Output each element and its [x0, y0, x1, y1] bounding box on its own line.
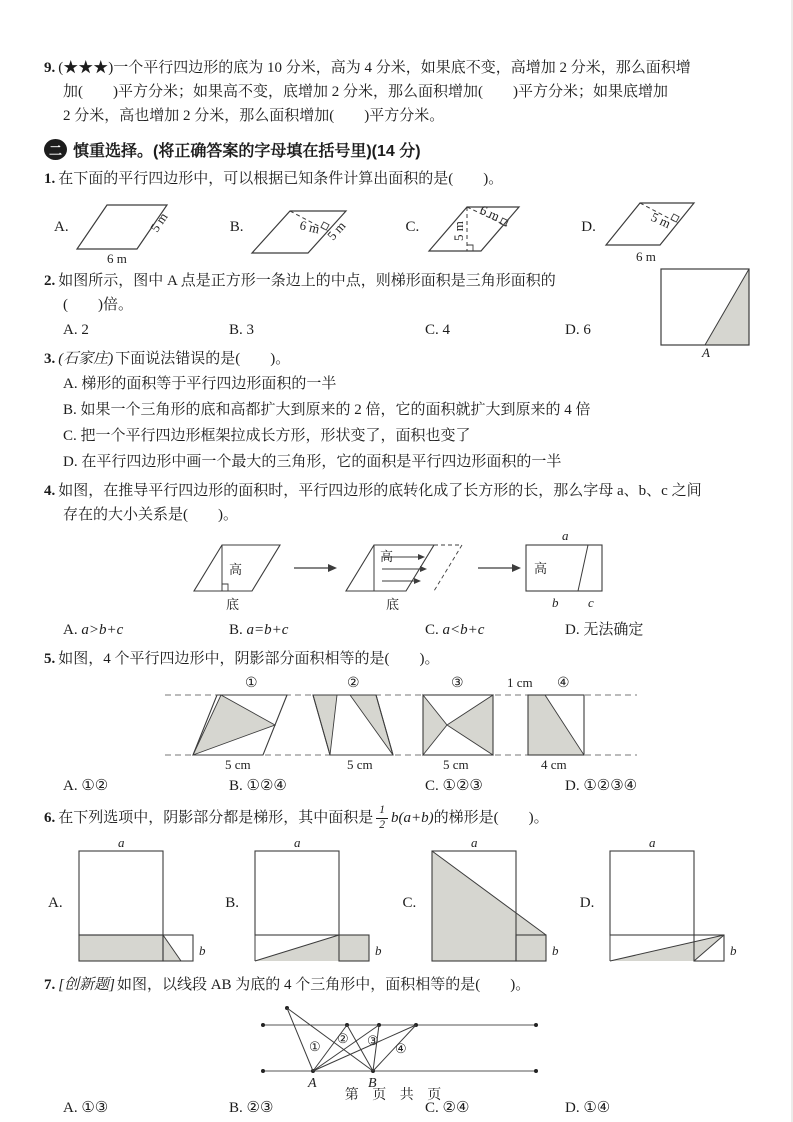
q3-option-d[interactable]: D. 在平行四边形中画一个最大的三角形，它的面积是平行四边形面积的一半: [63, 454, 562, 470]
q7-circle2-label: ②: [336, 1031, 349, 1046]
q4-text-line2: 存在的大小关系是( )。: [63, 507, 238, 523]
section-2-title: 慎重选择。(将正确答案的字母填在括号里)(14 分): [73, 143, 421, 160]
q6-option-b[interactable]: [225, 837, 402, 969]
q5-number: 5.: [44, 651, 56, 667]
q1-option-a[interactable]: [54, 195, 230, 265]
q5-circle2-label: ②: [346, 676, 360, 691]
q3-number: 3.: [44, 351, 56, 367]
q6b-a-label: a: [294, 835, 301, 850]
q2-option-c[interactable]: C. 4: [425, 322, 451, 338]
q7-point-b-label: B: [367, 1076, 377, 1091]
q4-c-label: c: [587, 595, 594, 610]
q7-circle4-label: ④: [394, 1041, 407, 1056]
q4-gao1-label: 高: [228, 562, 242, 577]
arrow-head: [414, 578, 421, 584]
q7-tag: [创新题]: [58, 977, 115, 993]
q6-figure-a: [65, 837, 217, 969]
shaded-triangle: [350, 695, 393, 755]
line-endpoint-dot: [534, 1023, 538, 1027]
q1-figure-b: [246, 195, 374, 265]
q4-a-label: a: [561, 528, 568, 543]
q6c-a-label: a: [471, 835, 478, 850]
q1-option-d[interactable]: [581, 195, 757, 265]
q6-text-post: 的梯形是( )。: [433, 810, 549, 826]
line-endpoint-dot: [534, 1069, 538, 1073]
triangle-side: [373, 1025, 379, 1071]
question-6: [44, 803, 757, 969]
q5-circle1-label: ①: [244, 676, 258, 691]
q5-base2-label: 5 cm: [346, 757, 373, 772]
arrow-head: [420, 566, 427, 572]
q2-text-line1: 如图所示，图中 A 点是正方形一条边上的中点，则梯形面积是三角形面积的: [58, 273, 556, 289]
q6c-b-label: b: [552, 943, 559, 958]
q7-number: 7.: [44, 977, 56, 993]
q4-text-line1: 如图，在推导平行四边形的面积时，平行四边形的底转化成了长方形的长，那么字母 a、b、c 之间: [58, 483, 702, 499]
q4-option-c[interactable]: C. a<b+c: [425, 622, 485, 638]
section-2-badge: 二: [44, 139, 67, 160]
q1-text: 在下面的平行四边形中，可以根据已知条件计算出面积的是( )。: [58, 171, 504, 187]
q5-circle3-label: ③: [450, 676, 464, 691]
q7-option-a[interactable]: A. ①③: [63, 1100, 109, 1116]
shaded-trapezoid: [432, 851, 546, 961]
q5-option-d[interactable]: D. ①②③④: [565, 778, 638, 794]
q5-base4-label: 4 cm: [540, 757, 567, 772]
shaded-triangle: [423, 695, 447, 755]
q1-option-c-label: C.: [405, 219, 420, 235]
q6a-b-label: b: [198, 943, 206, 958]
q1-number: 1.: [44, 171, 56, 187]
q4-number: 4.: [44, 483, 56, 499]
q6a-a-label: a: [117, 835, 125, 850]
question-3: [44, 347, 757, 475]
q2-text-line2: ( )倍。: [63, 297, 133, 313]
q5-figure: [151, 675, 651, 771]
question-1: [44, 167, 757, 265]
q3-region-tag: (石家庄): [58, 351, 114, 367]
q7-option-d[interactable]: D. ①④: [565, 1100, 611, 1116]
arrow-head: [418, 554, 425, 560]
parallelogram-outline: [606, 203, 694, 245]
question-5: [44, 647, 757, 799]
q5-option-b[interactable]: B. ①②④: [229, 778, 287, 794]
q5-circle4-label: ④: [556, 676, 570, 691]
q6-option-d[interactable]: [580, 837, 757, 969]
q7-circle1-label: ①: [308, 1039, 321, 1054]
q2-options: [44, 317, 639, 343]
q9-text-line3: 2 分米，高也增加 2 分米，那么面积增加( )平方分米。: [63, 108, 445, 124]
q2-option-a[interactable]: A. 2: [63, 322, 89, 338]
page-footer: 第 页 共 页: [344, 1088, 447, 1103]
parallelogram-outline: [429, 207, 519, 251]
q1-option-d-label: D.: [581, 219, 596, 235]
right-angle-mark: [467, 245, 473, 251]
q6-figure-b: [241, 837, 393, 969]
q2-option-d[interactable]: D. 6: [565, 322, 591, 338]
arrow-head: [328, 564, 337, 572]
q7-option-c[interactable]: C. ②④: [425, 1100, 470, 1116]
q5-base1-label: 5 cm: [224, 757, 251, 772]
right-angle-mark: [222, 584, 228, 591]
q9-text-line1: (★★★)一个平行四边形的底为 10 分米，高为 4 分米，如果底不变，高增加 2 分米，那么面积增: [58, 60, 691, 76]
q6-option-d-label: D.: [579, 894, 595, 911]
q2-option-b[interactable]: B. 3: [229, 322, 255, 338]
q2-number: 2.: [44, 273, 56, 289]
q4-figure: [186, 528, 616, 615]
big-square-outline: [610, 851, 694, 935]
question-4: [44, 479, 757, 643]
q6-number: 6.: [44, 810, 56, 826]
question-9: [44, 56, 757, 128]
q5-options: [44, 773, 757, 799]
shaded-triangle: [447, 695, 493, 755]
q7-figure: [251, 1001, 551, 1093]
q4-gao3-label: 高: [533, 561, 547, 576]
q6-figure-d: [596, 837, 748, 969]
q2-figure: [651, 265, 763, 359]
q4-b-label: b: [551, 595, 558, 610]
q4-di2-label: 底: [385, 597, 399, 612]
q1-figure-a: [71, 195, 199, 265]
q6-option-a-label: A.: [48, 894, 63, 911]
q6-figure-row: [48, 837, 757, 969]
q1d-height-label: 5 m: [648, 209, 673, 232]
q5-text: 如图，4 个平行四边形中，阴影部分面积相等的是( )。: [58, 651, 440, 667]
q4-gao2-label: 高: [379, 549, 393, 564]
inner-slant-line: [578, 545, 588, 591]
shaded-trapezoid: [255, 935, 369, 961]
q4-option-d[interactable]: D. 无法确定: [565, 622, 644, 638]
q1a-base-label: 6 m: [106, 251, 127, 266]
q1-figure-c: [421, 195, 549, 265]
q4-di1-label: 底: [225, 597, 239, 612]
q6-text-pre: 在下列选项中，阴影部分都是梯形，其中面积是: [58, 810, 374, 826]
q1b-side-label: 5 m: [323, 218, 349, 244]
shaded-triangle: [313, 695, 337, 755]
q1a-side-label: 5 m: [146, 209, 171, 235]
q5-base3-label: 5 cm: [442, 757, 469, 772]
q5-option-c[interactable]: C. ①②③: [425, 778, 483, 794]
q1c-height1-label: 5 m: [451, 221, 467, 241]
q7-circle3-label: ③: [366, 1033, 379, 1048]
q1b-height-label: 6 m: [297, 217, 321, 237]
line-endpoint-dot: [261, 1069, 265, 1073]
q4-option-a[interactable]: A. a>b+c: [63, 622, 124, 638]
arrow-head: [512, 564, 521, 572]
section-2-header: [44, 138, 757, 161]
shaded-trapezoid: [528, 695, 584, 755]
q3-text: 下面说法错误的是( )。: [115, 351, 291, 367]
q4-options: [44, 617, 757, 643]
big-square-outline: [255, 851, 339, 935]
q6-fraction: $\frac{1}{2}$: [376, 804, 388, 831]
q3-option-c[interactable]: C. 把一个平行四边形框架拉成长方形，形状变了，面积也变了: [63, 428, 471, 444]
q6-option-c-label: C.: [402, 894, 417, 911]
q6-figure-c: [418, 837, 570, 969]
q7-point-a-label: A: [307, 1076, 317, 1091]
q1d-base-label: 6 m: [635, 249, 656, 264]
q5-option-a[interactable]: A. ①②: [63, 778, 109, 794]
q1-figure-row: [54, 195, 757, 265]
q1-figure-d: [598, 195, 726, 265]
q6d-a-label: a: [649, 835, 656, 850]
q1-option-b-label: B.: [229, 219, 244, 235]
q1-option-a-label: A.: [54, 219, 69, 235]
q9-text-line2: 加( )平方分米；如果高不变，底增加 2 分米，那么面积增加( )平方分米；如果底增加: [63, 84, 668, 100]
ghost-slant-edge: [434, 545, 462, 591]
q1-option-b[interactable]: [230, 195, 406, 265]
q6-math-tail: b(a+b): [391, 810, 434, 826]
q6d-b-label: b: [730, 943, 737, 958]
q1c-height2-label: 6 m: [478, 202, 503, 224]
q5-1cm-label: 1 cm: [506, 675, 533, 690]
q7-text: 如图，以线段 AB 为底的 4 个三角形中，面积相等的是( )。: [116, 977, 531, 993]
q6b-b-label: b: [375, 943, 382, 958]
q1-option-c[interactable]: [406, 195, 582, 265]
big-square-outline: [79, 851, 163, 935]
q6-option-c[interactable]: [403, 837, 580, 969]
q4-option-b[interactable]: B. a=b+c: [229, 622, 289, 638]
q3-option-b[interactable]: B. 如果一个三角形的底和高都扩大到原来的 2 倍，它的面积就扩大到原来的 4 倍: [63, 402, 591, 418]
q3-option-a[interactable]: A. 梯形的面积等于平行四边形面积的一半: [63, 376, 337, 392]
line-endpoint-dot: [261, 1023, 265, 1027]
q7-option-b[interactable]: B. ②③: [229, 1100, 274, 1116]
q6-option-b-label: B.: [225, 894, 240, 911]
q6-option-a[interactable]: [48, 837, 225, 969]
q9-number: 9.: [44, 60, 56, 76]
q2-point-a-label: A: [702, 345, 710, 360]
